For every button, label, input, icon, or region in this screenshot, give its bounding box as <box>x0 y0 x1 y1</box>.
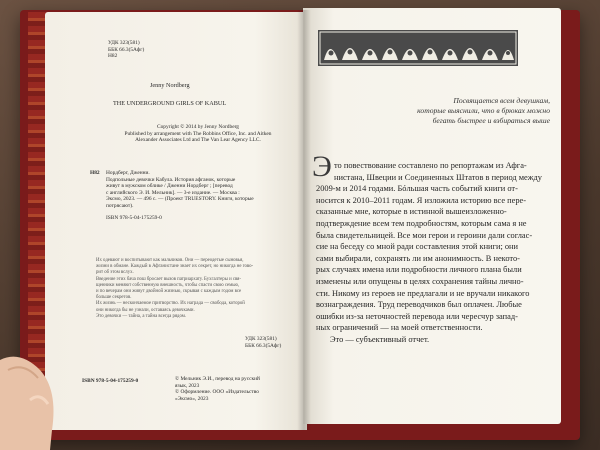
isbn-number: ISBN 978-5-04-175259-0 <box>82 378 139 384</box>
annotation-line: они никогда бы не узнали, оставаясь девочками. <box>96 307 195 313</box>
title-english: THE UNDERGROUND GIRLS OF KABUL <box>113 100 227 107</box>
annotation-block <box>96 258 253 320</box>
drop-cap: Э <box>312 150 332 183</box>
rights-line: «Эксмо», 2023 <box>175 395 209 402</box>
classification-block-top <box>108 40 144 60</box>
classification-block-bottom <box>245 336 281 349</box>
body-line: носится к 2010–2011 годам. Я изложила историю все пере- <box>316 195 527 205</box>
rights-block <box>175 376 260 402</box>
author-code: Н82 <box>108 53 118 60</box>
dedication-line: которые выяснили, что в брюках можно <box>417 106 550 115</box>
dedication-line: Посвящается всем девушкам, <box>453 96 550 105</box>
dedication <box>417 96 550 126</box>
annotation-line: больше секретов. <box>96 295 132 301</box>
annotation-line: Это девочки — тайна, а тайна всегда рядом. <box>96 313 187 319</box>
body-line: сказанные мне, которые в истинной вышеизложенно- <box>316 207 507 217</box>
body-line: изменены или опущены в целях сохранения тайны лично- <box>316 276 524 286</box>
annotation-line: рит об этом вслух. <box>96 270 134 276</box>
bbk-code: ББК 66.3(5Афг) <box>108 46 145 53</box>
body-line: сие на беседу со мной ради составления этой книги; они <box>316 242 519 252</box>
body-line: вознаграждения. Труд переводчиков был оплачен. Любые <box>316 300 522 310</box>
udk-code: УДК 323(581) <box>108 40 140 46</box>
dedication-line: бегать быстрее и взбираться выше <box>432 116 550 125</box>
rights-line: © Оформление. ООО «Издательство <box>175 389 259 396</box>
copyright-line: Alexander Associates Ltd and The Van Lear Agency LLC. <box>135 137 261 144</box>
biblio-line: Нордберг, Дженни. <box>106 170 150 176</box>
body-line: сами выбирали, сохранять ли им анонимность. В некото- <box>316 253 520 263</box>
annotation-line: и по вечерам они живут двойной жизнью, скрывая с каждым годом все <box>96 289 242 295</box>
biblio-code: Н82 <box>90 170 100 176</box>
book-gutter <box>297 10 311 430</box>
udk-code: УДК 323(581) <box>245 336 277 342</box>
annotation-line: Их одевают и воспитывают как мальчиков. Они — переодетые сыновья, <box>96 258 244 263</box>
body-line: сти. Никому из героев не предлагали и не вручали никакого <box>316 288 530 298</box>
finger <box>0 330 70 450</box>
body-line: ошибки из-за неточностей перевода или чересчур запад- <box>316 311 518 321</box>
copyright-block <box>108 124 288 144</box>
copyright-line: Published by arrangement with The Robbins Office, Inc. and Aitken <box>124 130 272 137</box>
rights-line: язык, 2023 <box>175 382 200 389</box>
body-line: то повествование составлено по репортажам из Афга- <box>334 161 527 170</box>
body-line: была свидетельницей. Все мои герои и героини дали соглас- <box>316 230 533 240</box>
biblio-line: с английского Э. И. Мельник]. — 3-е издание. — Москва : <box>106 189 240 196</box>
annotation-line: Введение этих бача пош бросает вызов патриархату. Бухгалтеры и свя- <box>96 276 241 282</box>
biblio-line: живут в мужском облике / Дженни Нордберг ; [перевод <box>106 183 233 190</box>
bbk-code: ББК 66.3(5Афг) <box>245 342 282 349</box>
annotation-line: Их жизнь — нескончаемое притворство. Их награда — свобода, которой <box>96 301 245 307</box>
annotation-line: жизни в обмане. Каждый в Афганистане знает их секрет, но никогда не гово- <box>96 264 254 270</box>
decorative-ornament <box>318 30 518 66</box>
bibliographic-record <box>106 170 254 221</box>
biblio-line: Подпольные девочки Кабула. История афганок, которые <box>106 176 236 183</box>
biblio-isbn: ISBN 978-5-04-175259-0 <box>106 214 162 221</box>
biblio-line: потрясают). <box>106 202 134 209</box>
copyright-line: Copyright © 2014 by Jenny Nordberg <box>156 124 239 130</box>
body-line: ных ограничений — на моей ответственности. <box>316 323 483 333</box>
body-line: рых случаях имена или подробности личного плана были <box>316 265 522 275</box>
body-text <box>316 160 548 346</box>
biblio-line: Эксмо, 2023. — 496 с. — (Проект TRUESTORY. Книги, которые <box>106 196 254 203</box>
body-line: нистана, Швеции и Соединенных Штатов в период между <box>334 172 542 182</box>
body-line: Это — субъективный отчет. <box>330 334 430 344</box>
rights-line: © Мельник Э.И., перевод на русский <box>175 376 260 382</box>
author-english: Jenny Nordberg <box>150 82 190 89</box>
annotation-line: щенники меняют собственную внешность, чтобы спасти свою семью, <box>96 282 240 288</box>
body-line: 2009-м и 2014 годами. Бóльшая часть событий книги от- <box>316 184 518 194</box>
body-line: подтверждение всем тем подробностям, которым сама я не <box>316 218 527 228</box>
